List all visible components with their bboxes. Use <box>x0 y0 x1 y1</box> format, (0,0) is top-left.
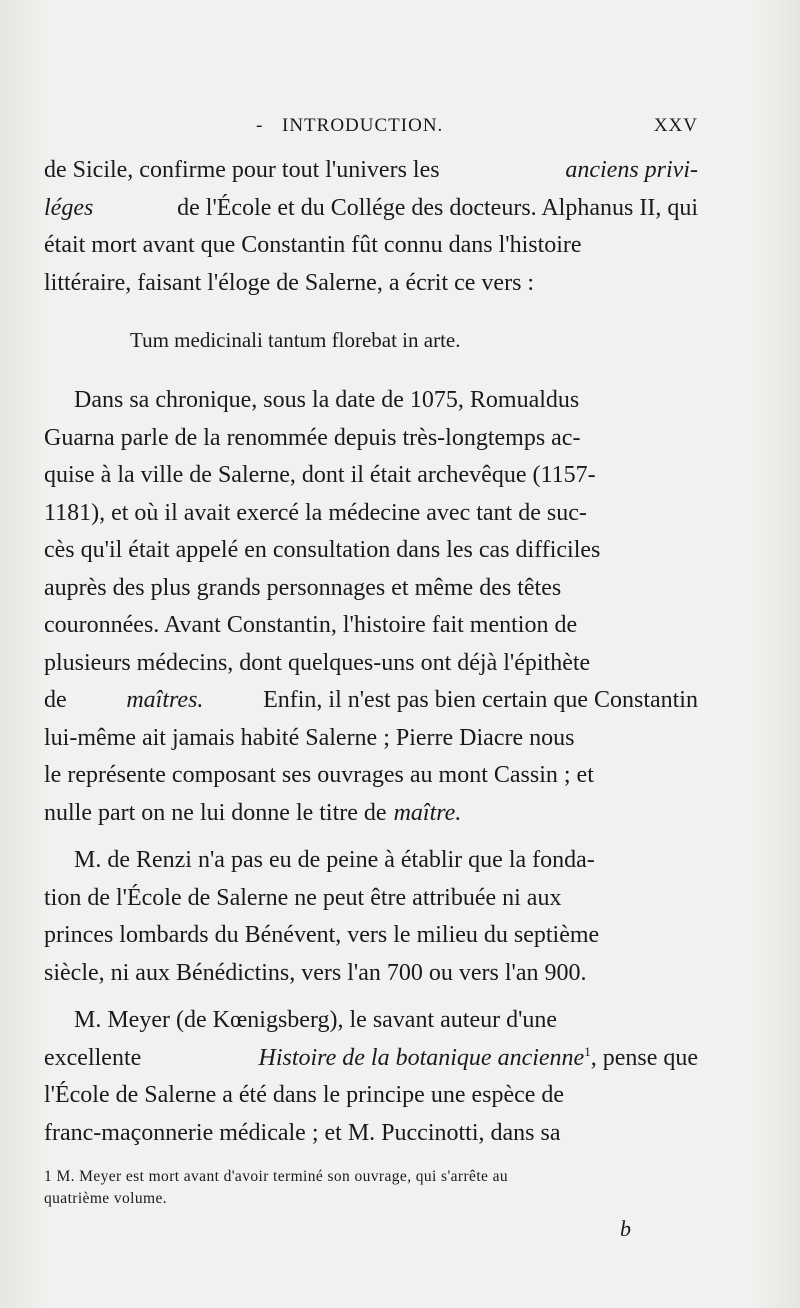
paragraph-4 <box>44 1002 698 1152</box>
signature-mark: b <box>620 1216 631 1241</box>
text-line <box>44 1115 698 1153</box>
text-span: M. de Renzi n'a pas eu de peine à établir que la fonda- <box>74 847 595 873</box>
text-line <box>44 682 698 720</box>
text-span: nulle part on ne lui donne le titre de <box>44 799 387 826</box>
text-span: M. Meyer (de Kœnigsberg), le savant auteur d'une <box>74 1007 558 1033</box>
text-span: couronnées. Avant Constantin, l'histoire fait mention de <box>44 612 578 638</box>
text-span: l'École de Salerne a été dans le principe une espèce de <box>44 1082 565 1108</box>
text-line <box>44 607 698 645</box>
text-span: excellente <box>44 1044 142 1071</box>
text-span: littéraire, faisant l'éloge de Salerne, a écrit ce vers : <box>44 269 535 296</box>
text-line <box>44 1002 698 1040</box>
header-dash: - <box>256 115 264 136</box>
text-span: de Sicile, confirme pour tout l'univers les <box>44 157 440 183</box>
text-line <box>44 720 698 758</box>
text-line <box>44 457 698 495</box>
footnote-marker: 1 <box>44 1168 53 1185</box>
text-line <box>44 880 698 918</box>
text-span: franc-maçonnerie médicale ; et M. Puccinotti, dans sa <box>44 1119 561 1146</box>
page-number: XXV <box>653 115 698 136</box>
text-span: 1181), et où il avait exercé la médecine avec tant de suc- <box>44 499 587 526</box>
text-span: auprès des plus grands personnages et même des têtes <box>44 574 562 601</box>
text-span: quise à la ville de Salerne, dont il était archevêque (1157- <box>44 462 596 488</box>
paragraph-gap <box>44 992 698 1002</box>
paragraph-2 <box>44 382 698 832</box>
text-span: de l'École et du Collége des docteurs. Alphanus II, qui <box>177 194 698 221</box>
text-span: princes lombards du Bénévent, vers le milieu du septième <box>44 922 600 948</box>
footnote-line: quatrième volume. <box>44 1190 168 1207</box>
text-span: plusieurs médecins, dont quelques-uns ont déjà l'épithète <box>44 649 591 676</box>
text-span: lui-même ait jamais habité Salerne ; Pierre Diacre nous <box>44 724 575 751</box>
text-line <box>44 917 698 955</box>
text-line <box>44 152 698 190</box>
italic-text: maîtres. <box>126 687 204 713</box>
running-header <box>44 115 698 145</box>
body-text <box>44 152 698 1152</box>
footnote-line <box>44 1166 698 1188</box>
text-line <box>44 955 698 993</box>
text-line <box>44 1040 698 1078</box>
footnote-reference: 1 <box>584 1043 591 1059</box>
text-line <box>44 495 698 533</box>
footnote <box>44 1166 698 1210</box>
text-line <box>44 190 698 228</box>
text-span: était mort avant que Constantin fût connu dans l'histoire <box>44 232 582 258</box>
text-span: cès qu'il était appelé en consultation dans les cas difficiles <box>44 537 601 563</box>
footnote-text: M. Meyer est mort avant d'avoir terminé son ouvrage, qui s'arrête au <box>56 1168 509 1185</box>
text-span: Dans sa chronique, sous la date de 1075, Romualdus <box>74 387 580 413</box>
italic-text: léges <box>44 194 94 221</box>
text-line <box>44 1077 698 1115</box>
text-line <box>44 645 698 683</box>
text-line <box>44 382 698 420</box>
text-line <box>44 420 698 458</box>
italic-title <box>258 1040 698 1078</box>
italic-text: Histoire de la botanique ancienne <box>258 1044 585 1071</box>
text-span: siècle, ni aux Bénédictins, vers l'an 700 ou vers l'an 900. <box>44 959 587 986</box>
text-span: Enfin, il n'est pas bien certain que Constantin <box>263 687 698 713</box>
text-line <box>44 570 698 608</box>
text-span: de <box>44 687 67 713</box>
text-line <box>44 795 698 833</box>
text-line <box>44 532 698 570</box>
italic-text: anciens privi- <box>565 157 698 183</box>
text-span: Guarna parle de la renommée depuis très-longtemps ac- <box>44 424 581 451</box>
paragraph-1 <box>44 152 698 302</box>
verse-quotation: Tum medicinali tantum florebat in arte. <box>130 328 461 352</box>
paragraph-3 <box>44 842 698 992</box>
text-line <box>44 227 698 265</box>
paragraph-gap <box>44 832 698 842</box>
text-span: , pense que <box>590 1044 698 1071</box>
text-line <box>44 757 698 795</box>
text-line <box>44 265 698 303</box>
text-line <box>44 842 698 880</box>
text-span: le représente composant ses ouvrages au mont Cassin ; et <box>44 762 594 788</box>
italic-text: maître. <box>393 799 462 826</box>
text-span: tion de l'École de Salerne ne peut être attribuée ni aux <box>44 884 562 911</box>
running-title: INTRODUCTION. <box>282 115 444 136</box>
